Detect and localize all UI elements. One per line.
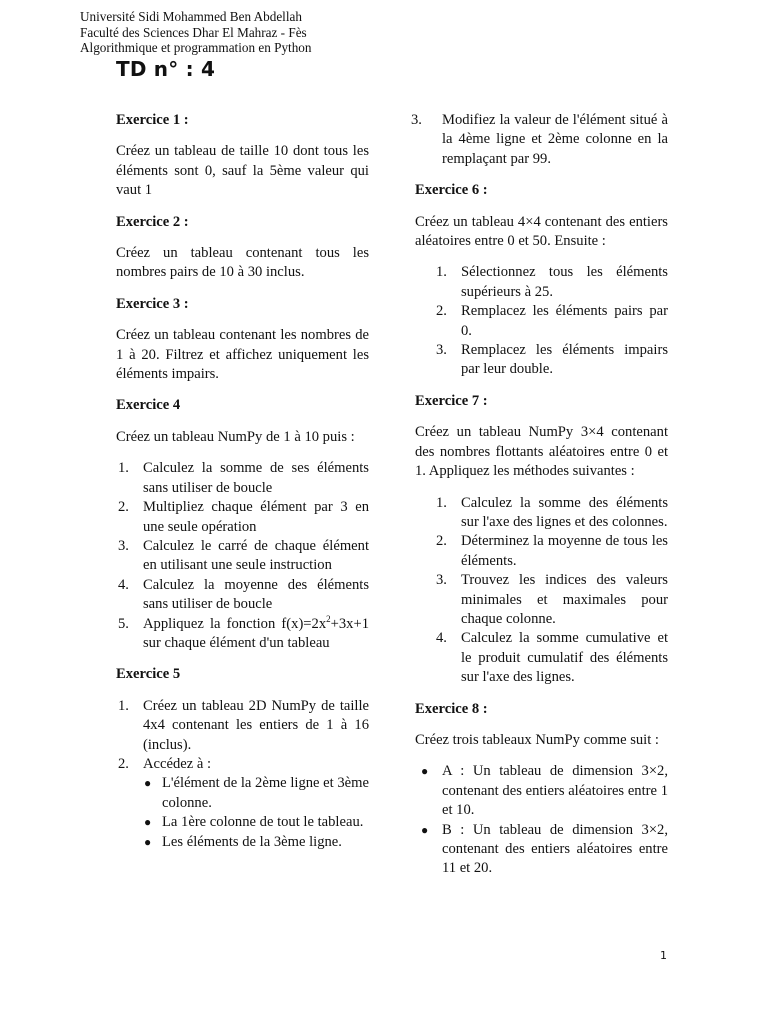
list-item: 4. Calculez la moyenne des éléments sans utiliser de boucle	[118, 576, 369, 613]
exercise-5-list-continued	[407, 111, 668, 169]
exercise-5-list	[116, 697, 369, 852]
exercise-6-heading: Exercice 6 :	[415, 182, 488, 199]
list-item: 4. Calculez la somme cumulative et le produit cumulatif des éléments sur l'axe des lignes.	[436, 630, 668, 686]
list-item: ● Les éléments de la 3ème ligne.	[143, 833, 369, 852]
list-item: ● A : Un tableau de dimension 3×2, contenant des entiers aléatoires entre 1 et 10.	[421, 763, 668, 819]
list-item: ● La 1ère colonne de tout le tableau.	[143, 813, 369, 832]
exercise-4-intro: Créez un tableau NumPy de 1 à 10 puis :	[116, 428, 355, 445]
bullet-icon: ●	[421, 764, 429, 779]
list-item: 2. Déterminez la moyenne de tous les éléments.	[436, 533, 668, 569]
exercise-1-heading: Exercice 1 :	[116, 112, 189, 128]
exercise-6-intro: Créez un tableau 4×4 contenant des entiers aléatoires entre 0 et 50. Ensuite :	[415, 213, 668, 250]
exercise-7-list	[415, 494, 668, 688]
exercise-1-text: Créez un tableau de taille 10 dont tous les éléments sont 0, sauf la 5ème valeur qui vaut 1	[116, 143, 369, 199]
bullet-icon: ●	[144, 815, 152, 830]
list-item: ● B : Un tableau de dimension 3×2, contenant des entiers aléatoires entre 11 et 20.	[421, 821, 668, 877]
exercise-8-intro: Créez trois tableaux NumPy comme suit :	[415, 731, 659, 748]
list-item: 2. Accédez à : ● L'élément de la 2ème ligne et 3ème colonne. ● La 1ère colonne de tout le tableau. ● Les éléments de la 3ème ligne.	[116, 755, 369, 852]
list-item: 3. Remplacez les éléments impairs par leur double.	[436, 342, 668, 378]
exercise-4-list	[116, 459, 369, 653]
page-title: TD n° : 4	[116, 57, 216, 81]
list-item: 1. Calculez la somme de ses éléments sans utiliser de boucle	[118, 460, 369, 496]
exponent: 2	[326, 613, 331, 624]
exercise-8-heading: Exercice 8 :	[415, 700, 488, 717]
exercise-2-heading: Exercice 2 :	[116, 213, 189, 230]
exercise-7-heading: Exercice 7 :	[415, 392, 488, 409]
exercise-2-text: Créez un tableau contenant tous les nombres pairs de 10 à 30 inclus.	[116, 245, 369, 281]
document-header	[80, 9, 311, 56]
bullet-icon: ●	[144, 776, 152, 791]
list-item: 1. Calculez la somme des éléments sur l'axe des lignes et des colonnes.	[436, 494, 668, 530]
bullet-icon: ●	[421, 822, 429, 837]
list-item: 3. Calculez le carré de chaque élément en utilisant une seule instruction	[118, 537, 369, 574]
exercise-5-heading: Exercice 5	[116, 666, 181, 683]
list-item: 1. Créez un tableau 2D NumPy de taille 4x4 contenant les entiers de 1 à 16 (inclus).	[118, 697, 369, 753]
page-number: 1	[660, 949, 667, 962]
exercise-3-text: Créez un tableau contenant les nombres de 1 à 20. Filtrez et affichez uniquement les éléments impairs.	[116, 327, 369, 383]
exercise-4-heading: Exercice 4	[116, 397, 181, 414]
exercise-5-sublist	[143, 774, 369, 852]
list-item: 2. Multipliez chaque élément par 3 en une seule opération	[118, 499, 369, 535]
exercise-8-list	[415, 762, 668, 878]
bullet-icon: ●	[144, 834, 152, 849]
right-column	[411, 111, 668, 879]
list-item: 3. Modifiez la valeur de l'élément situé à la 4ème ligne et 2ème colonne en la remplaçant par 99.	[411, 112, 668, 167]
left-column	[116, 111, 369, 864]
header-faculty: Faculté des Sciences Dhar El Mahraz - Fès	[80, 24, 307, 40]
exercise-6-list	[415, 263, 668, 379]
exercise-7-intro: Créez un tableau NumPy 3×4 contenant des nombres flottants aléatoires entre 0 et 1. Appliquez les méthodes suivantes :	[415, 424, 668, 480]
list-item: 1. Sélectionnez tous les éléments supérieurs à 25.	[436, 264, 668, 300]
list-item: 3. Trouvez les indices des valeurs minimales et maximales pour chaque colonne.	[436, 572, 668, 627]
header-university: Université Sidi Mohammed Ben Abdellah	[80, 9, 302, 24]
list-item: 2. Remplacez les éléments pairs par 0.	[436, 303, 668, 339]
list-item: ● L'élément de la 2ème ligne et 3ème colonne.	[144, 775, 369, 811]
header-course: Algorithmique et programmation en Python	[80, 40, 312, 55]
exercise-3-heading: Exercice 3 :	[116, 295, 189, 312]
list-item: 5. Appliquez la fonction $f(x)=2x^2+3x+1$ sur chaque élément d'un tableau	[118, 613, 369, 651]
